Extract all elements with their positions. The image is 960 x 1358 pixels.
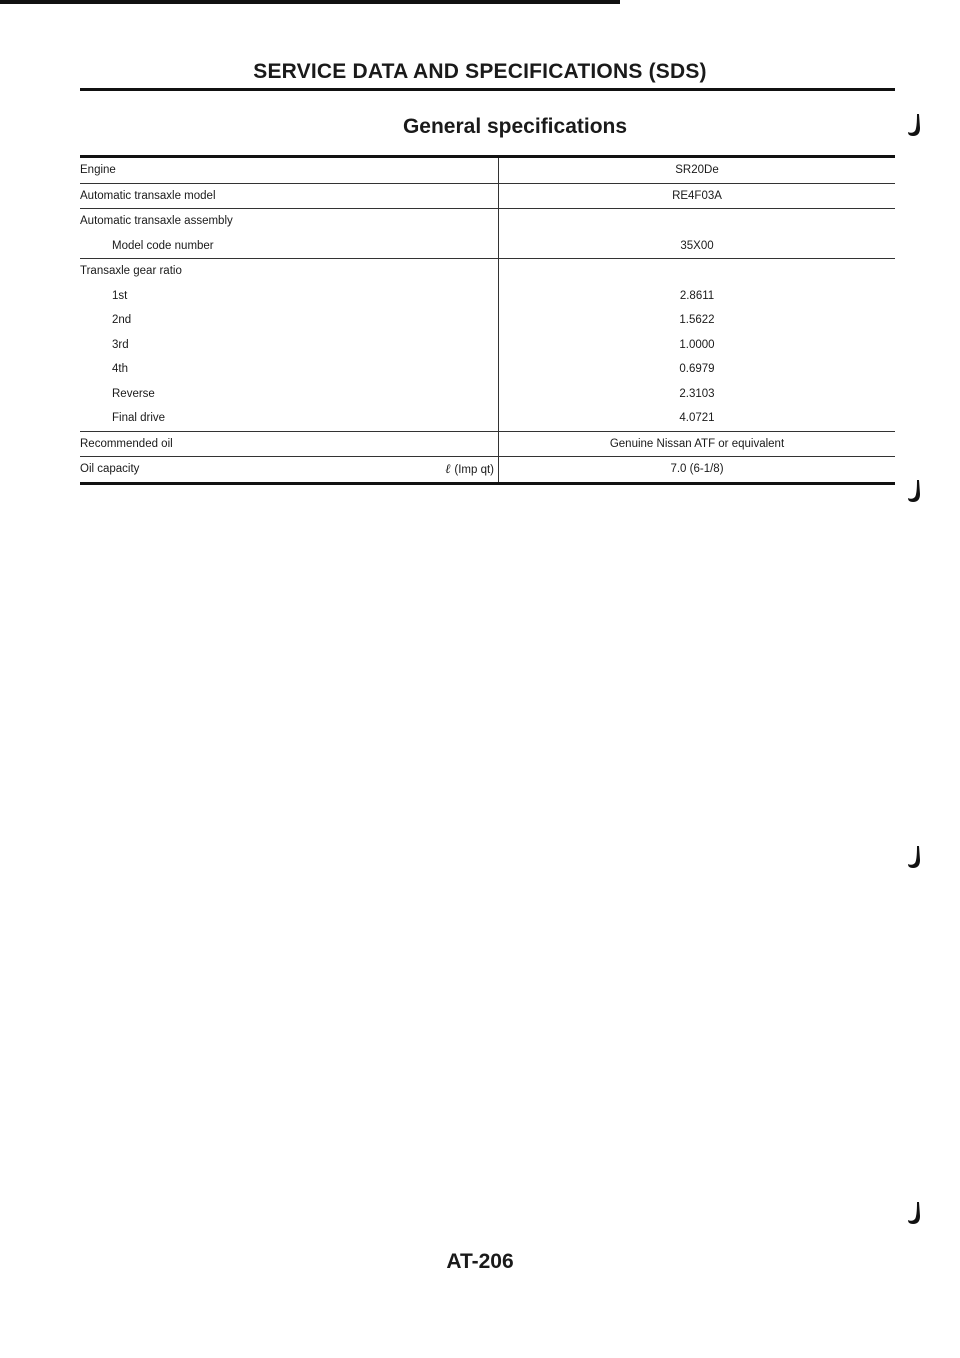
gear-1st-label: 1st [112,289,128,302]
recommended-oil-label: Recommended oil [80,437,173,450]
oil-capacity-label: Oil capacity [80,463,140,476]
table-row [80,158,895,184]
transaxle-model-value: RE4F03A [498,184,895,209]
model-code-label: Model code number [112,239,214,252]
table-row [80,184,895,210]
table-row [80,259,895,432]
oil-capacity-value: 7.0 (6-1/8) [498,457,895,482]
binding-mark-icon [906,112,924,138]
table-row [80,209,895,259]
gear-reverse-label: Reverse [112,387,155,400]
oil-capacity-unit [445,461,494,477]
unit-text: (Imp qt) [454,464,494,477]
binding-mark-icon [906,844,924,870]
page-number: AT-206 [446,1250,514,1273]
final-drive-label: Final drive [112,412,166,425]
oil-capacity-label-cell [80,457,498,482]
recommended-oil-value: Genuine Nissan ATF or equivalent [498,432,895,457]
gear-3rd-value: 1.0000 [498,333,895,358]
binding-mark-icon [906,1200,924,1226]
model-code-value: 35X00 [498,234,895,259]
gear-3rd-label: 3rd [112,338,129,351]
gear-4th-label: 4th [112,363,128,376]
gear-reverse-value: 2.3103 [498,382,895,407]
engine-value: SR20De [498,158,895,183]
final-drive-value: 4.0721 [498,406,895,431]
engine-label: Engine [80,164,116,177]
liter-symbol: ℓ [444,462,451,478]
spec-table [80,155,895,485]
title-rule [80,88,895,91]
gear-4th-value: 0.6979 [498,357,895,382]
page-title: SERVICE DATA AND SPECIFICATIONS (SDS) [253,60,707,83]
table-bottom-rule [80,482,895,485]
table-row [80,432,895,458]
gear-1st-value: 2.8611 [498,284,895,309]
assembly-label: Automatic transaxle assembly [80,215,233,228]
transaxle-model-label: Automatic transaxle model [80,189,216,202]
table-row [80,457,895,482]
gear-2nd-value: 1.5622 [498,308,895,333]
gear-2nd-label: 2nd [112,314,132,327]
section-title: General specifications [402,115,628,138]
binding-mark-icon [906,478,924,504]
top-edge-rule [0,0,620,4]
gear-ratio-label: Transaxle gear ratio [80,265,182,278]
